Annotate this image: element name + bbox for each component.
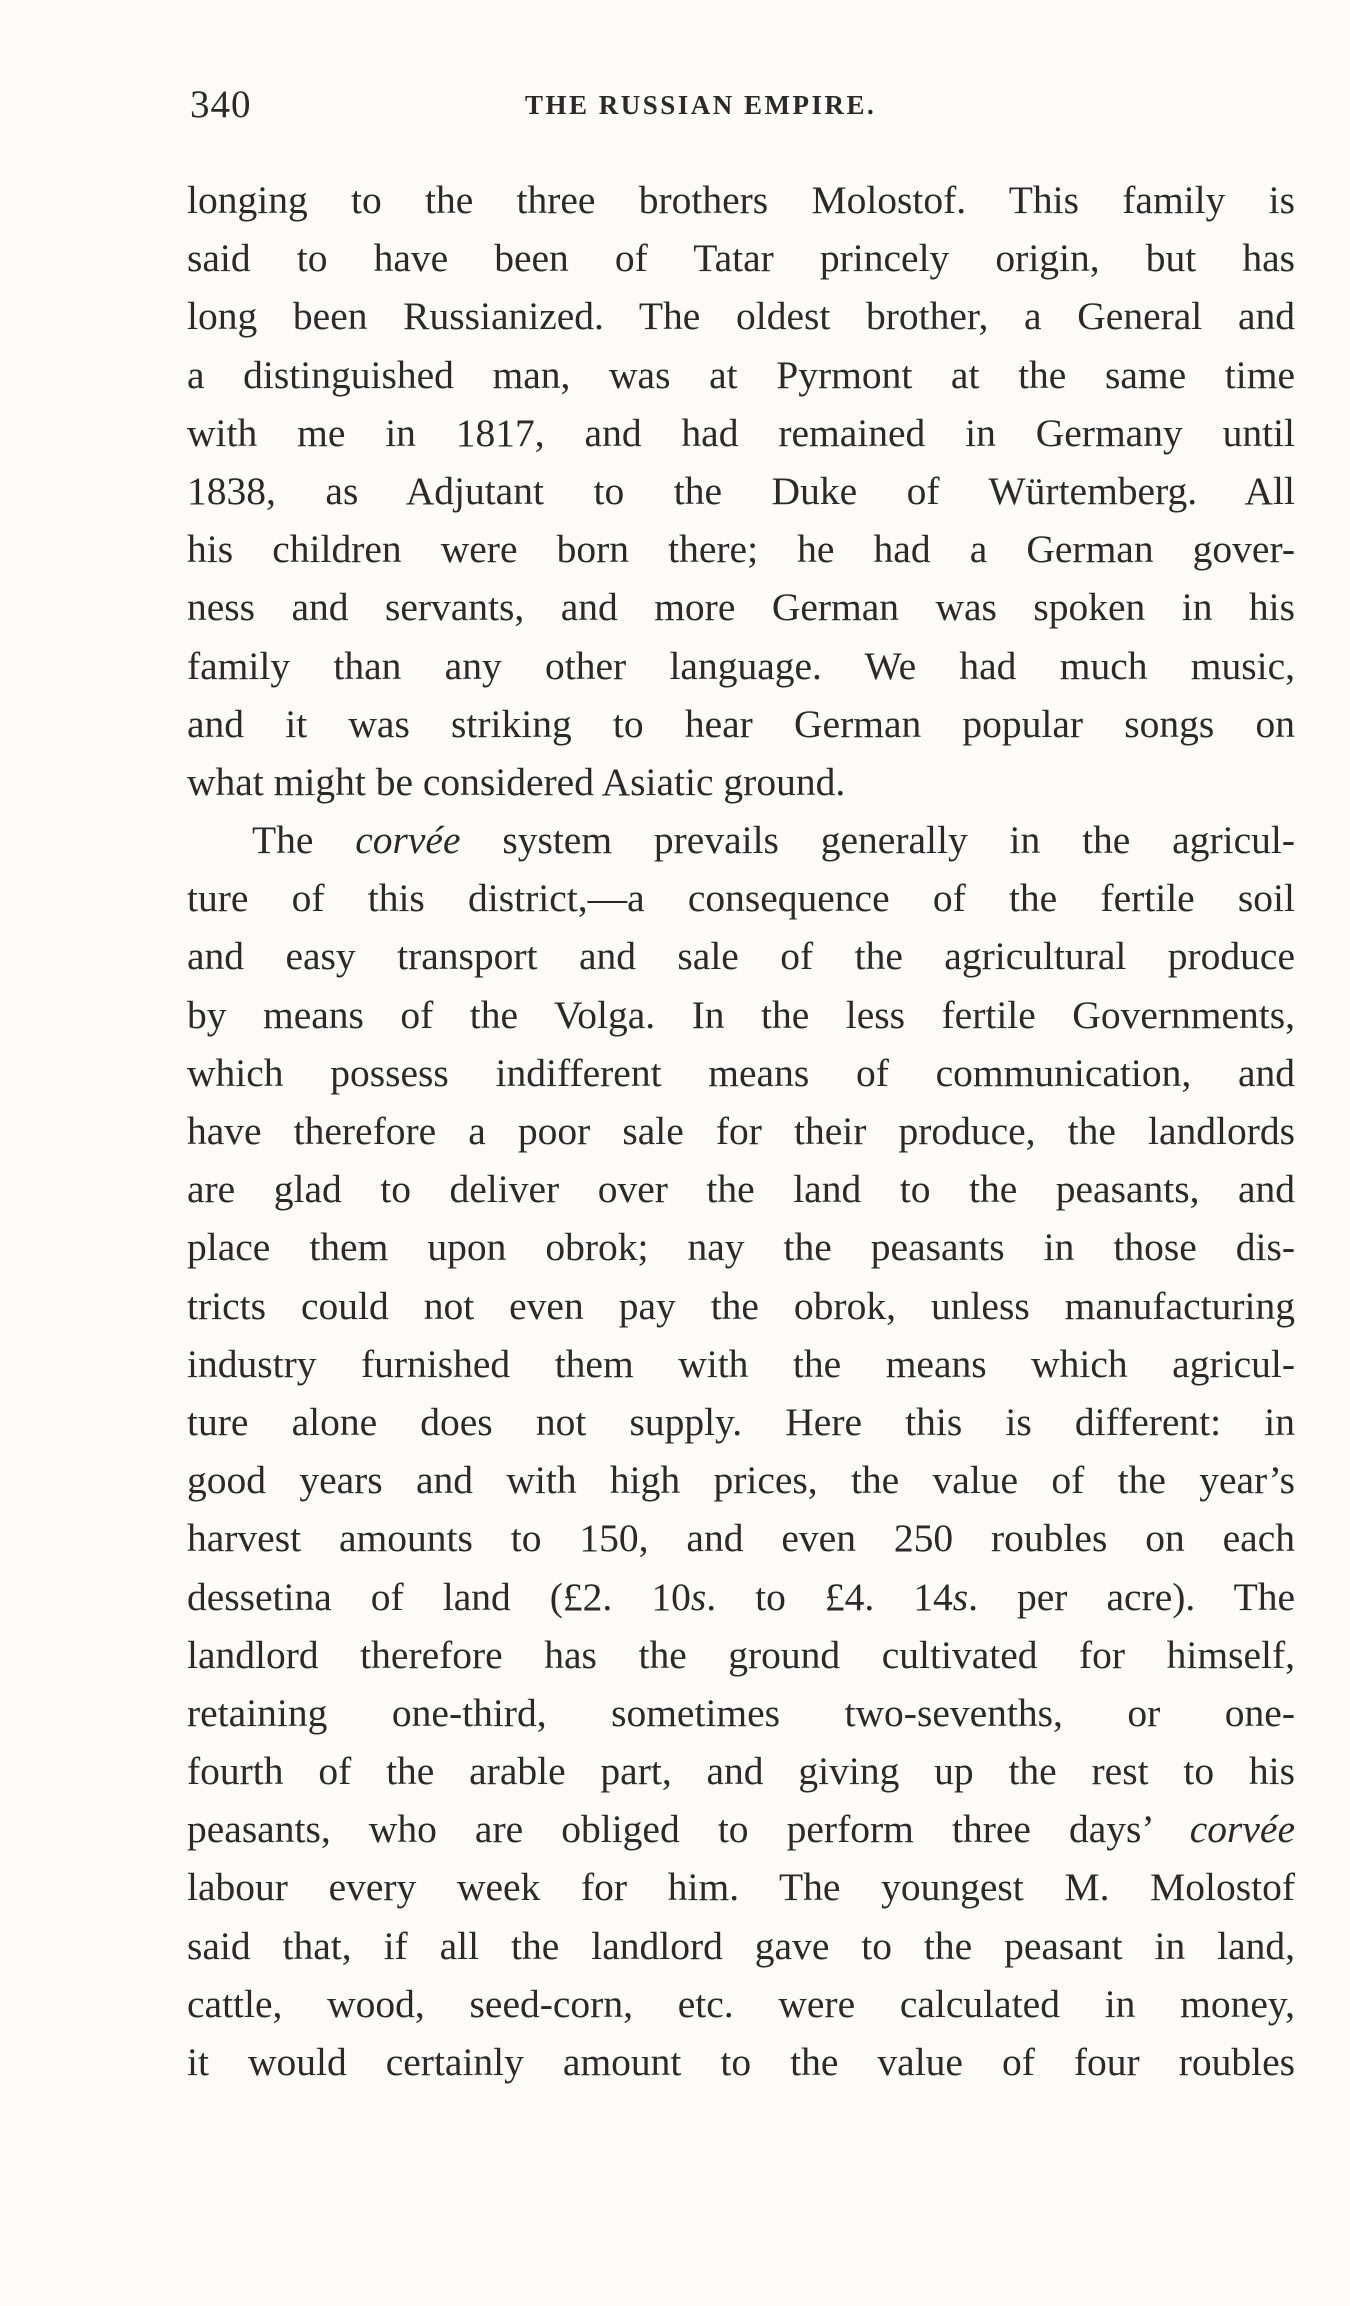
text-line: tricts could not even pay the obrok, unless manufacturing <box>187 1283 1295 1328</box>
text-line: a distinguished man, was at Pyrmont at the same time <box>187 352 1295 397</box>
text-segment: dessetina of land (£2. 10 <box>187 1574 691 1619</box>
text-line: labour every week for him. The youngest M. Molostof <box>187 1865 1295 1910</box>
text-line: it would certainly amount to the value of four roubles <box>187 2040 1295 2084</box>
text-line: what might be considered Asiatic ground. <box>187 759 846 804</box>
text-line: industry furnished them with the means which agricul- <box>187 1341 1295 1386</box>
text-line: 1838, as Adjutant to the Duke of Würtemberg. All <box>187 468 1295 513</box>
text-line: his children were born there; he had a German gover- <box>187 527 1295 572</box>
text-line: ture of this district,—a consequence of the fertile soil <box>187 876 1295 921</box>
italic-term: corvée <box>355 818 461 863</box>
text-line: ture alone does not supply. Here this is different: in <box>187 1399 1295 1444</box>
text-line: and it was striking to hear German popular songs on <box>187 701 1295 746</box>
text-line: family than any other language. We had much music, <box>187 643 1295 688</box>
text-line: place them upon obrok; nay the peasants in those dis- <box>187 1225 1295 1270</box>
text-line: by means of the Volga. In the less fertile Governments, <box>187 992 1295 1037</box>
text-line: said to have been of Tatar princely origin, but has <box>187 236 1295 281</box>
italic-abbrev: s <box>690 1574 707 1619</box>
text-line: and easy transport and sale of the agricultural produce <box>187 934 1295 979</box>
running-title: THE RUSSIAN EMPIRE. <box>525 90 877 120</box>
text-line: long been Russianized. The oldest brother, a General and <box>187 294 1295 339</box>
text-line: fourth of the arable part, and giving up the rest to his <box>187 1749 1295 1794</box>
running-head <box>190 82 1295 132</box>
text-segment: . to £4. 14 <box>706 1574 953 1619</box>
text-line: longing to the three brothers Molostof. This family is <box>187 178 1295 222</box>
page-number: 340 <box>190 83 252 126</box>
text-line: said that, if all the landlord gave to the peasant in land, <box>187 1923 1295 1968</box>
italic-abbrev: s <box>952 1574 969 1619</box>
body-text <box>187 171 1295 2091</box>
text-line: harvest amounts to 150, and even 250 roubles on each <box>187 1516 1295 1561</box>
text-line: ness and servants, and more German was spoken in his <box>187 585 1295 630</box>
text-line: have therefore a poor sale for their produce, the landlords <box>187 1109 1295 1153</box>
text-line: with me in 1817, and had remained in Germany until <box>187 410 1295 455</box>
text-line: are glad to deliver over the land to the peasants, and <box>187 1167 1295 1212</box>
paragraph-start-line <box>187 811 1295 869</box>
text-segment: . per acre). The <box>968 1574 1295 1619</box>
text-segment: system prevails generally in the agricul- <box>460 818 1295 863</box>
text-line: which possess indifferent means of communication, and <box>187 1050 1295 1095</box>
text-line: landlord therefore has the ground cultivated for himself, <box>187 1632 1295 1677</box>
text-line <box>187 1800 1295 1858</box>
text-line: good years and with high prices, the value of the year’s <box>187 1458 1295 1503</box>
italic-term: corvée <box>1189 1807 1295 1852</box>
text-line: cattle, wood, seed-corn, etc. were calculated in money, <box>187 1981 1295 2026</box>
text-line <box>187 1568 1295 1626</box>
text-segment: peasants, who are obliged to perform three days’ <box>187 1807 1190 1852</box>
text-segment: The <box>252 818 356 863</box>
text-line: retaining one-third, sometimes two-sevenths, or one- <box>187 1690 1295 1735</box>
